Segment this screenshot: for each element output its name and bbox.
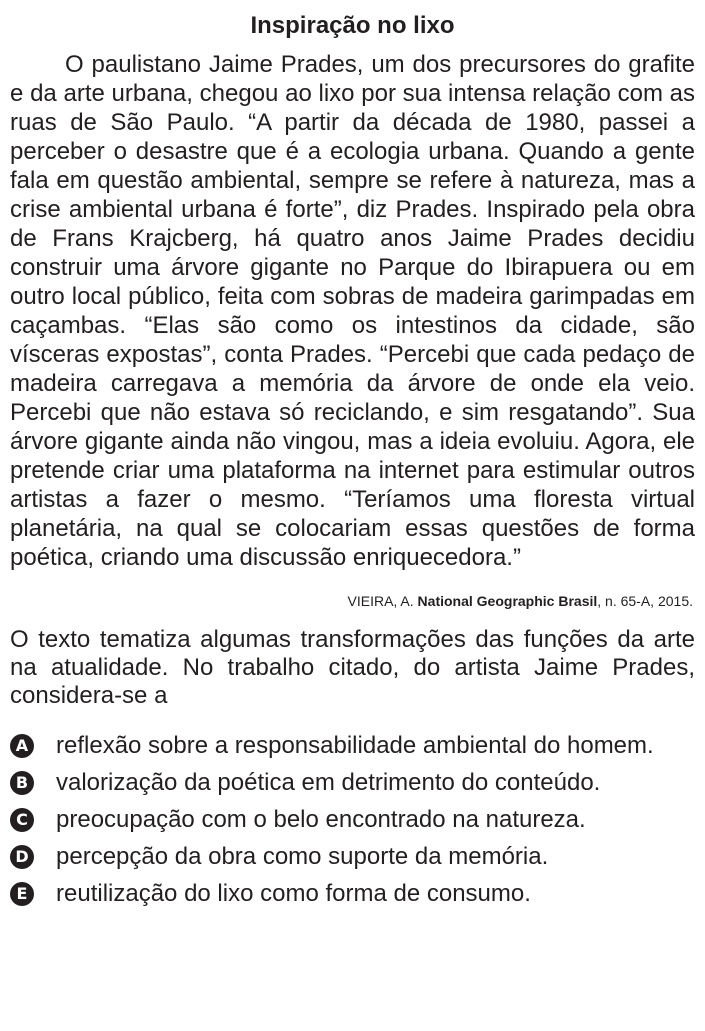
option-c-letter-icon: C: [10, 808, 34, 832]
option-d-letter-icon: D: [10, 845, 34, 869]
option-e-letter-icon: E: [10, 882, 34, 906]
citation-author: VIEIRA, A.: [347, 593, 414, 609]
option-c-text: preocupação com o belo encontrado na natureza.: [56, 806, 586, 833]
answer-options: [10, 732, 695, 908]
citation: [10, 592, 695, 610]
passage-text: O paulistano Jaime Prades, um dos precursores do grafite e da arte urbana, chegou ao lixo por sua intensa relação com as ruas de São Paulo. “A partir da década de 1980, passei a perceber o desastre que é a ecologia urbana. Quando a gente fala em questão ambiental, sempre se refere à natureza, mas a crise ambiental urbana é forte”, diz Prades. Inspirado pela obra de Frans Krajcberg, há quatro anos Jaime Prades decidiu construir uma árvore gigante no Parque do Ibirapuera ou em outro local público, feita com sobras de madeira garimpadas em caçambas. “Elas são como os intestinos da cidade, são vísceras expostas”, conta Prades. “Percebi que cada pedaço de madeira carregava a memória da árvore de onde ela veio. Percebi que não estava só reciclando, e sim resgatando”. Sua árvore gigante ainda não vingou, mas a ideia evoluiu. Agora, ele pretende criar uma plataforma na internet para estimular outros artistas a fazer o mesmo. “Teríamos uma floresta virtual planetária, na qual se colocariam essas questões de forma poética, criando uma discussão enriquecedora.”: [10, 51, 695, 571]
citation-source: National Geographic Brasil: [417, 593, 598, 609]
option-c[interactable]: [10, 806, 695, 834]
option-e-text: reutilização do lixo como forma de consumo.: [56, 880, 531, 907]
citation-details: , n. 65-A, 2015.: [597, 593, 693, 609]
option-e[interactable]: [10, 880, 695, 908]
option-b-text: valorização da poética em detrimento do conteúdo.: [56, 769, 601, 796]
option-b[interactable]: [10, 769, 695, 797]
option-d-text: percepção da obra como suporte da memória.: [56, 843, 549, 870]
option-a-text: reflexão sobre a responsabilidade ambiental do homem.: [56, 732, 654, 759]
option-b-letter-icon: B: [10, 771, 34, 795]
option-d[interactable]: [10, 843, 695, 871]
question-stem: O texto tematiza algumas transformações das funções da arte na atualidade. No trabalho citado, do artista Jaime Prades, considera-se a: [10, 626, 695, 709]
passage-title: Inspiração no lixo: [250, 12, 455, 39]
option-a[interactable]: [10, 732, 695, 760]
option-a-letter-icon: A: [10, 734, 34, 758]
